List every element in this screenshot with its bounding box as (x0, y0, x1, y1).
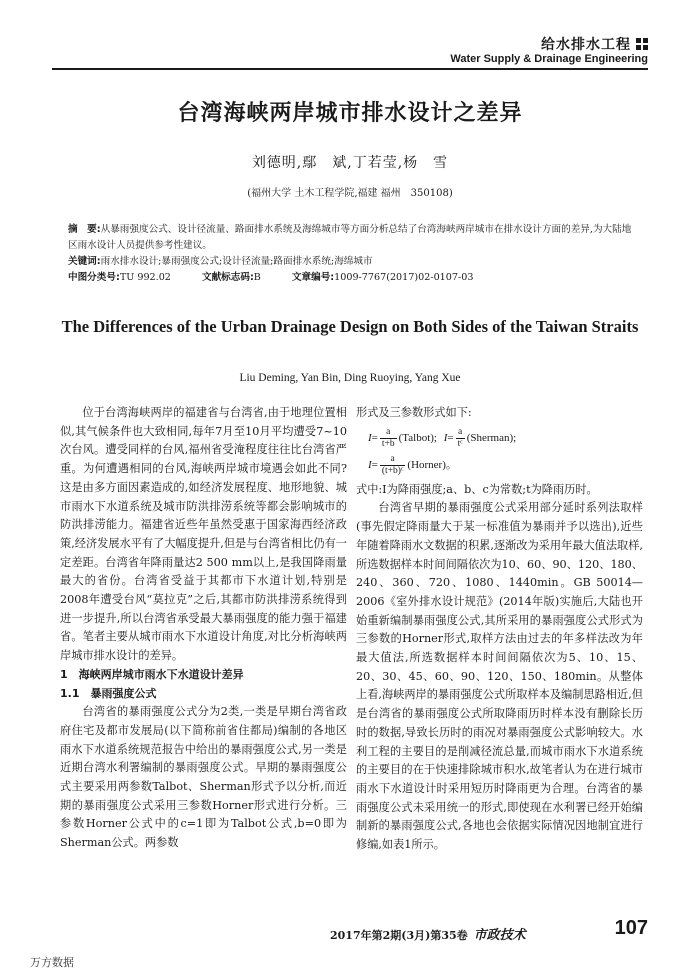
formula-horner: I= $\frac{a}{\text{(t+b)ᶜ}}$ (Horner)。 (368, 453, 457, 476)
left-column (60, 404, 347, 853)
formula-talbot-sherman: I= $\frac{a}{t+b}$ (Talbot); I= $\frac{a}{\text{tᶜ}}$ (Sherman); (368, 426, 517, 449)
issue-text: 2017年第2期(3月)第35卷 (330, 929, 468, 942)
fraction-numerator: a (456, 427, 465, 439)
affiliation-cn: (福州大学 土木工程学院,福建 福州 350108) (247, 188, 453, 199)
page-number: 107 (614, 917, 648, 939)
formula-var-i: I (443, 431, 448, 444)
abstract-label: 摘 要: (68, 224, 101, 235)
header-rule (52, 68, 648, 70)
journal-name-cn-text: 给水排水工程 (541, 37, 631, 53)
authors-cn: 刘德明,鄢 斌,丁若莹,杨 雪 (251, 155, 449, 171)
fraction-numerator: a (380, 454, 406, 466)
classification-line (68, 270, 638, 286)
formula-horner-label: (Horner)。 (407, 458, 457, 471)
formula-lead: 形式及三参数形式如下: (356, 406, 472, 419)
intro-paragraph: 位于台湾海峡两岸的福建省与台湾省,由于地理位置相似,其气候条件也大致相同,每年7月至10月平均遭受7~10次台风。遭受同样的台风,福州省受淹程度往往比台湾省严重。为何遭遇相同的台风,海峡两岸城市境遇会如此不同?这是由多方面因素造成的,如经济发展程度、地形地貌、城市雨水下水道系统及城市防洪排涝系统等都会影响城市的防洪排涝能力。福建省近些年虽然受惠于国家海西经济政策,经济发展水平有了大幅度提升,但是与台湾省相比仍有一定差距。台湾省年降雨量达2 500 mm以上,是我国降雨量最大的省份。台湾省受益于其都市下水道计划,特别是2008年遭受台风“莫拉克”之后,其都市防洪排涝系统得到进一步提升,所以台湾省承受最大暴雨强度的能力强于福建省。笔者主要从城市雨水下水道设计角度,对比分析海峡两岸城市排水设计的差异。 (60, 406, 347, 663)
doc-code-label: 文献标志码: (201, 272, 254, 283)
fraction-denominator: (t+b)ᶜ (381, 465, 404, 476)
abstract-text: 从暴雨强度公式、设计径流量、路面排水系统及海绵城市等方面分析总结了台湾海峡两岸城市在排水设计方面的差异,为大陆地区雨水设计人员提供参考性建议。 (68, 224, 632, 251)
article-title-cn: 台湾海峡两岸城市排水设计之差异 (177, 101, 523, 126)
rainstorm-formula-paragraph: 台湾省的暴雨强度公式分为2类,一类是早期台湾省政府住宅及都市发展局(以下简称前省住都局)编制的各地区雨水下水道系统规范报告中给出的暴雨强度公式,另一类是近期台湾水利署编制的暴雨强度公式。早期的暴雨强度公式主要采用两参数Talbot、Sherman形式予以分析,而近期的暴雨强度公式采用三参数Horner形式进行分析。三参数Horner公式中的c=1即为Talbot公式,b=0即为Sherman公式。两参数 (60, 705, 347, 850)
section-1-1-heading: 1.1 暴雨强度公式 (60, 686, 157, 700)
formula-sherman-label: (Sherman); (466, 431, 517, 444)
journal-name-cn (541, 34, 648, 54)
doc-code-value: B (253, 272, 261, 283)
fraction-denominator: tᶜ (457, 438, 463, 449)
fraction-horner (380, 454, 406, 477)
clc-value: TU 992.02 (119, 272, 171, 283)
formula-var-i: I (368, 458, 372, 471)
journal-logo-icon (636, 38, 648, 50)
formula-variables: 式中:I为降雨强度;a、b、c为常数;t为降雨历时。 (356, 482, 598, 496)
fraction-denominator: t+b (381, 438, 395, 449)
keywords-text: 雨水排水设计;暴雨强度公式;设计径流量;路面排水系统;海绵城市 (100, 256, 373, 267)
article-title-en: The Differences of the Urban Drainage Design on Both Sides of the Taiwan Straits (61, 317, 639, 336)
formula-var-i: I (368, 431, 372, 444)
right-column (356, 404, 643, 855)
fraction-talbot (380, 427, 397, 450)
watermark: 万方数据 (30, 956, 74, 969)
formula-talbot-label: (Talbot); (398, 431, 437, 444)
sampling-paragraph: 台湾省早期的暴雨强度公式采用部分延时系列法取样(事先假定降雨量大于某一标准值为暴雨并予以选出),近些年随着降雨水文数据的积累,逐渐改为采用年最大值法取样,所选数据样本时间间隔依次为10、60、90、120、180、240、360、720、1080、1440min。GB 50014—2006《室外排水设计规范》(2014年版)实施后,大陆也开始重新编制暴雨强度公式,其所采用的暴雨强度公式形式为三参数的Horner形式,取样方法由过去的年多样法改为年最大值法,所选数据样本时间间隔依次为5、10、15、20、30、45、60、90、120、150、180min。从整体上看,海峡两岸的暴雨强度公式所取样本及编制思路相近,但是台湾省的暴雨强度公式所取降雨历时样本没有删除长历时的数据,导致长历时的雨况对暴雨强度公式影响较大。水利工程的主要目的是削减径流总量,而城市雨水下水道系统的主要目的在于快速排除城市积水,故笔者认为在进行城市雨水下水道设计时采用短历时降雨更为合理。台湾省的暴雨强度公式未采用统一的形式,即使现在水利署已经开始编制新的暴雨强度公式,各地也会依据实际情况因地制宜进行修编,如表1所示。 (356, 501, 643, 852)
clc-label: 中图分类号: (68, 272, 120, 283)
authors-en: Liu Deming, Yan Bin, Ding Ruoying, Yang Xue (239, 372, 461, 384)
abstract (68, 222, 638, 253)
keywords (68, 254, 638, 270)
keywords-label: 关键词: (68, 256, 101, 267)
article-no-label: 文章编号: (291, 272, 335, 283)
fraction-numerator: a (380, 427, 397, 439)
footer-issue (330, 924, 526, 943)
article-no-value: 1009-7767(2017)02-0107-03 (334, 272, 474, 283)
fraction-sherman (456, 427, 465, 450)
footer-brand: 市政技术 (473, 928, 526, 943)
section-1-heading: 1 海峡两岸城市雨水下水道设计差异 (60, 667, 244, 681)
journal-name-en: Water Supply & Drainage Engineering (450, 53, 648, 65)
